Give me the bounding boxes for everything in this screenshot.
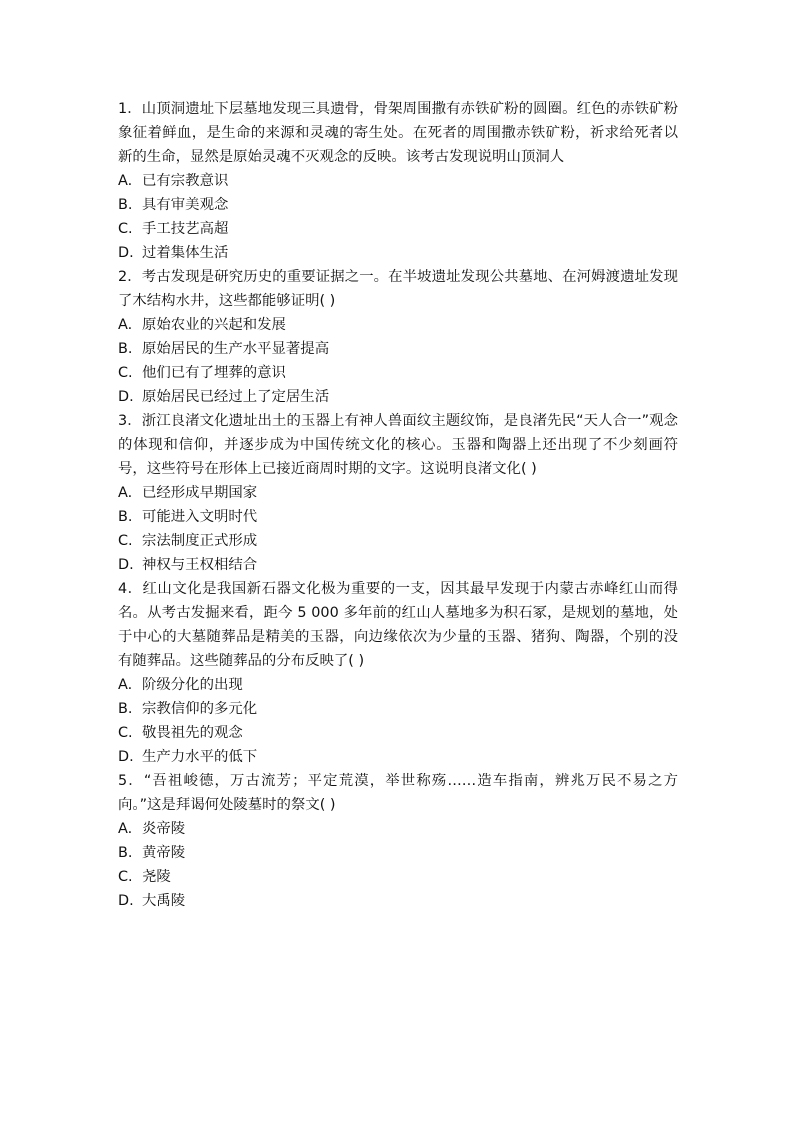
option-letter: C. bbox=[118, 533, 133, 549]
option-c bbox=[118, 361, 678, 385]
option-b bbox=[118, 337, 678, 361]
question-stem: 5．“吾祖峻德，万古流芳；平定荒漠，举世称殇……造车指南，辨兆万民不易之方向。”这是拜谒何处陵墓时的祭文( ) bbox=[118, 773, 678, 813]
option-a bbox=[118, 817, 678, 841]
option-text: 手工技艺高超 bbox=[142, 221, 229, 237]
question-2 bbox=[118, 265, 678, 409]
option-text: 敬畏祖先的观念 bbox=[142, 725, 243, 741]
option-text: 原始居民的生产水平显著提高 bbox=[142, 341, 330, 357]
option-b bbox=[118, 505, 678, 529]
option-text: 生产力水平的低下 bbox=[142, 749, 258, 765]
option-list bbox=[118, 481, 678, 577]
option-a bbox=[118, 169, 678, 193]
option-text: 具有审美观念 bbox=[142, 197, 229, 213]
option-c bbox=[118, 217, 678, 241]
option-letter: A. bbox=[118, 173, 133, 189]
question-5 bbox=[118, 769, 678, 913]
option-text: 阶级分化的出现 bbox=[142, 677, 243, 693]
option-list bbox=[118, 169, 678, 265]
option-b bbox=[118, 697, 678, 721]
option-text: 可能进入文明时代 bbox=[142, 509, 258, 525]
option-text: 宗法制度正式形成 bbox=[142, 533, 258, 549]
option-letter: D. bbox=[118, 749, 134, 765]
option-b bbox=[118, 841, 678, 865]
option-letter: A. bbox=[118, 317, 133, 333]
option-text: 已有宗教意识 bbox=[142, 173, 229, 189]
option-text: 他们已有了埋葬的意识 bbox=[142, 365, 286, 381]
option-letter: D. bbox=[118, 389, 134, 405]
option-letter: C. bbox=[118, 869, 133, 885]
option-text: 宗教信仰的多元化 bbox=[142, 701, 258, 717]
option-d bbox=[118, 385, 678, 409]
option-text: 原始居民已经过上了定居生活 bbox=[142, 389, 330, 405]
option-letter: D. bbox=[118, 893, 134, 909]
option-c bbox=[118, 529, 678, 553]
option-letter: C. bbox=[118, 221, 133, 237]
option-letter: B. bbox=[118, 341, 133, 357]
option-text: 原始农业的兴起和发展 bbox=[142, 317, 286, 333]
question-stem: 4．红山文化是我国新石器文化极为重要的一支，因其最早发现于内蒙古赤峰红山而得名。从考古发掘来看，距今 5 000 多年前的红山人墓地多为积石冢，是规划的墓地，处于中心的大墓随葬品是精美的玉器，向边缘依次为少量的玉器、猪狗、陶器，个别的没有随葬品。这些随葬品的分布反映了( ) bbox=[118, 581, 678, 669]
option-letter: B. bbox=[118, 845, 133, 861]
option-text: 黄帝陵 bbox=[142, 845, 186, 861]
option-d bbox=[118, 241, 678, 265]
option-letter: A. bbox=[118, 821, 133, 837]
option-a bbox=[118, 481, 678, 505]
option-letter: D. bbox=[118, 245, 134, 261]
option-a bbox=[118, 313, 678, 337]
question-stem: 3．浙江良渚文化遗址出土的玉器上有神人兽面纹主题纹饰，是良渚先民“天人合一”观念的体现和信仰，并逐步成为中国传统文化的核心。玉器和陶器上还出现了不少刻画符号，这些符号在形体上已接近商周时期的文字。这说明良渚文化( ) bbox=[118, 413, 678, 477]
option-a bbox=[118, 673, 678, 697]
option-letter: D. bbox=[118, 557, 134, 573]
option-d bbox=[118, 745, 678, 769]
option-c bbox=[118, 865, 678, 889]
option-text: 大禹陵 bbox=[142, 893, 186, 909]
option-letter: B. bbox=[118, 197, 133, 213]
option-b bbox=[118, 193, 678, 217]
question-stem: 2．考古发现是研究历史的重要证据之一。在半坡遗址发现公共墓地、在河姆渡遗址发现了木结构水井，这些都能够证明( ) bbox=[118, 269, 678, 309]
option-d bbox=[118, 889, 678, 913]
question-1 bbox=[118, 97, 678, 265]
question-4 bbox=[118, 577, 678, 769]
document-page bbox=[118, 97, 678, 913]
option-text: 已经形成早期国家 bbox=[142, 485, 258, 501]
option-text: 过着集体生活 bbox=[142, 245, 229, 261]
option-letter: C. bbox=[118, 725, 133, 741]
option-letter: B. bbox=[118, 701, 133, 717]
option-text: 炎帝陵 bbox=[142, 821, 186, 837]
question-stem: 1．山顶洞遗址下层墓地发现三具遗骨，骨架周围撒有赤铁矿粉的圆圈。红色的赤铁矿粉象征着鲜血，是生命的来源和灵魂的寄生处。在死者的周围撒赤铁矿粉，祈求给死者以新的生命，显然是原始灵魂不灭观念的反映。该考古发现说明山顶洞人 bbox=[118, 101, 678, 165]
option-list bbox=[118, 817, 678, 913]
option-d bbox=[118, 553, 678, 577]
option-c bbox=[118, 721, 678, 745]
option-letter: A. bbox=[118, 677, 133, 693]
option-letter: B. bbox=[118, 509, 133, 525]
question-3 bbox=[118, 409, 678, 577]
option-list bbox=[118, 673, 678, 769]
option-letter: A. bbox=[118, 485, 133, 501]
option-letter: C. bbox=[118, 365, 133, 381]
option-list bbox=[118, 313, 678, 409]
option-text: 尧陵 bbox=[142, 869, 171, 885]
option-text: 神权与王权相结合 bbox=[142, 557, 258, 573]
